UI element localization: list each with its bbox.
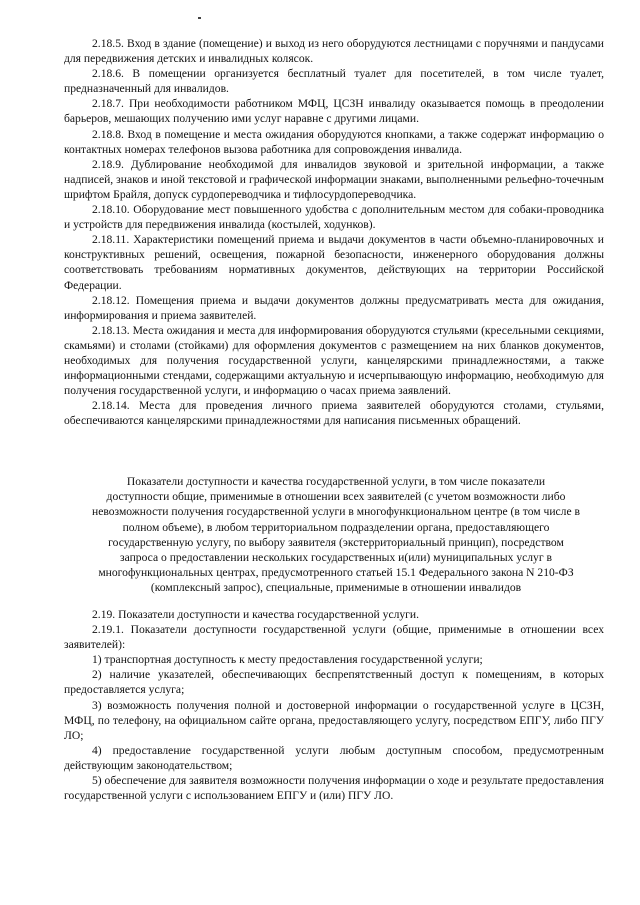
- paragraph-2-18-10: 2.18.10. Оборудование мест повышенного удобства с дополнительным местом для собаки-проводника и устройств для передвижения инвалида (костылей, ходунков).: [64, 203, 604, 232]
- heading-line: многофункциональных центрах, предусмотренного статьей 15.1 Федерального закона N 210-ФЗ: [98, 566, 574, 580]
- bottom-section: [64, 607, 604, 803]
- paragraph-2-18-13: 2.18.13. Места ожидания и места для информирования оборудуются стульями (кресельными секциями, скамьями) и столами (стойками) для оформления документов с размещением на них бланков документов, необходимых для получения государственной услуги, канцелярскими принадлежностями, а также информационными стендами, содержащими актуальную и исчерпывающую информацию, необходимую для получения государственной услуги, и информацию о часах приема заявлений.: [64, 323, 604, 398]
- heading-line: (комплексный запрос), специальные, применимые в отношении инвалидов: [150, 581, 522, 595]
- heading-line: Показатели доступности и качества государственной услуги, в том числе показатели: [126, 475, 546, 488]
- heading-line: полном объеме), в любом территориальном подразделении органа, предоставляющего: [122, 520, 550, 534]
- top-section: [64, 36, 604, 428]
- paragraph-2-18-11: 2.18.11. Характеристики помещений приема и выдачи документов в части объемно-планировочных и конструктивных решений, освещения, пожарной безопасности, инженерного оборудования должны соответствовать требованиям нормативных документов, действующих на территории Российской Федерации.: [64, 233, 604, 292]
- paragraph-2-18-5: 2.18.5. Вход в здание (помещение) и выход из него оборудуются лестницами с поручнями и пандусами для передвижения детских и инвалидных колясок.: [64, 37, 604, 66]
- heading-line: запроса о предоставлении нескольких государственных и(или) муниципальных услуг в: [120, 551, 552, 565]
- list-item: 1) транспортная доступность к месту предоставления государственной услуги;: [92, 653, 483, 667]
- paragraph-2-18-9: 2.18.9. Дублирование необходимой для инвалидов звуковой и зрительной информации, а также надписей, знаков и иной текстовой и графической информации знаками, выполненными рельефно-точечным шрифтом Брайля, допуск сурдопереводчика и тифлосурдопереводчика.: [64, 157, 604, 201]
- list-item: 4) предоставление государственной услуги любым доступным способом, предусмотренным действующим законодательством;: [64, 743, 604, 772]
- heading-line: доступности общие, применимые в отношении всех заявителей (с учетом возможности либо: [106, 490, 566, 504]
- heading-line: государственную услугу, по выбору заявителя (экстерриториальный принцип), посредством: [108, 535, 564, 549]
- section-heading: [86, 474, 586, 596]
- scan-mark: [198, 17, 201, 19]
- paragraph-2-18-14: 2.18.14. Места для проведения личного приема заявителей оборудуются столами, стульями, обеспечиваются канцелярскими принадлежностями для написания письменных обращений.: [64, 399, 604, 428]
- paragraph-2-18-12: 2.18.12. Помещения приема и выдачи документов должны предусматривать места для ожидания, информирования и приема заявителей.: [64, 293, 604, 322]
- list-item: 3) возможность получения полной и достоверной информации о государственной услуге в ЦСЗН, МФЦ, по телефону, на официальном сайте органа, предоставляющего услугу, посредством ЕПГУ, либо ПГУ ЛО;: [64, 698, 604, 742]
- heading-line: невозможности получения государственной услуги в многофункциональном центре (в том числе в: [91, 505, 580, 519]
- paragraph-2-18-6: 2.18.6. В помещении организуется бесплатный туалет для посетителей, в том числе туалет, предназначенный для инвалидов.: [64, 67, 604, 96]
- paragraph-2-18-8: 2.18.8. Вход в помещение и места ожидания оборудуются кнопками, а также содержат информацию о контактных номерах телефонов вызова работника для сопровождения инвалида.: [64, 127, 604, 156]
- list-item: 2) наличие указателей, обеспечивающих беспрепятственный доступ к помещениям, в которых предоставляется услуга;: [64, 668, 604, 697]
- list-item: 5) обеспечение для заявителя возможности получения информации о ходе и результате предоставления государственной услуги с использованием ЕПГУ и (или) ПГУ ЛО.: [64, 774, 604, 803]
- paragraph-2-19-1: 2.19.1. Показатели доступности государственной услуги (общие, применимые в отношении всех заявителей):: [64, 623, 604, 652]
- paragraph-2-18-7: 2.18.7. При необходимости работником МФЦ, ЦСЗН инвалиду оказывается помощь в преодолении барьеров, мешающих получению ими услуг наравне с другими лицами.: [64, 97, 604, 126]
- paragraph-2-19: 2.19. Показатели доступности и качества государственной услуги.: [92, 608, 420, 621]
